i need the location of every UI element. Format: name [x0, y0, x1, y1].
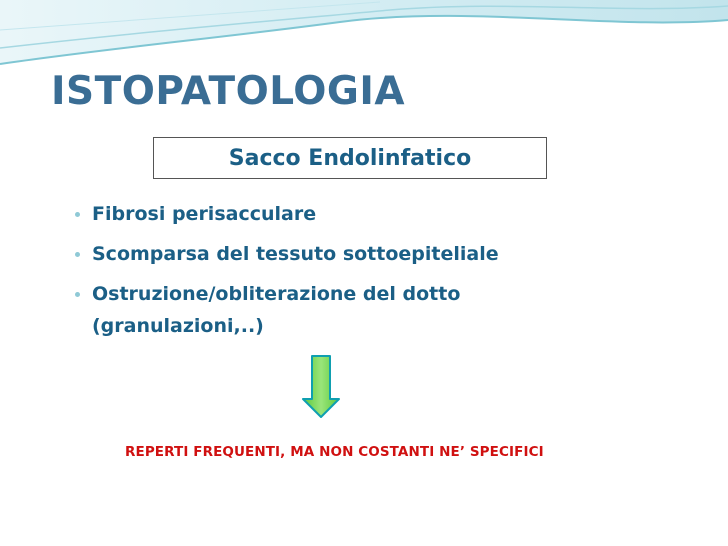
down-arrow-icon — [301, 355, 341, 419]
bullet-dot-icon — [75, 252, 80, 257]
bullet-dot-icon — [75, 292, 80, 297]
bullet-item — [75, 238, 635, 270]
bullet-list — [75, 198, 635, 350]
subtitle-box — [153, 137, 547, 179]
bullet-item — [75, 198, 635, 230]
subtitle-text: Sacco Endolinfatico — [228, 145, 472, 171]
bullet-dot-icon — [75, 212, 80, 217]
bullet-text: Scomparsa del tessuto sottoepiteliale — [92, 243, 499, 265]
bullet-item — [75, 278, 635, 342]
slide-title: ISTOPATOLOGIA — [51, 69, 406, 114]
bullet-text: Ostruzione/obliterazione del dotto (granulazioni,..) — [92, 283, 461, 337]
conclusion-text: REPERTI FREQUENTI, MA NON COSTANTI NE’ SPECIFICI — [125, 444, 544, 460]
bullet-text: Fibrosi perisacculare — [92, 203, 317, 225]
